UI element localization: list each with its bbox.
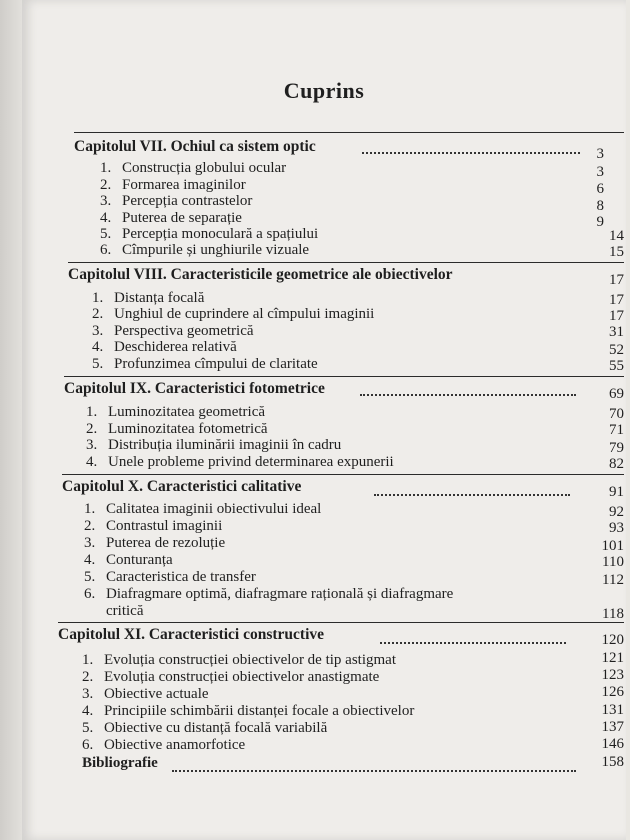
toc-item: 3. Percepția contrastelor [100, 193, 253, 209]
section-rule [62, 474, 624, 475]
bibliography-page: 158 [601, 754, 624, 770]
chapter-page: 91 [609, 484, 624, 500]
chapter-page: 69 [609, 386, 624, 402]
toc-item: 2. Unghiul de cuprindere al cîmpului imaginii [92, 306, 375, 322]
toc-item: 6. Obiective anamorfotice [82, 737, 246, 753]
toc-item: 5. Obiective cu distanță focală variabilă [82, 720, 328, 736]
toc-page: 31 [609, 324, 624, 340]
chapter-page: 3 [596, 146, 604, 162]
toc-page: 6 [596, 181, 604, 197]
toc-item: 6. Cîmpurile și unghiurile vizuale [100, 242, 310, 258]
book-spine-edge [0, 0, 22, 840]
toc-item: 2. Luminozitatea fotometrică [86, 421, 268, 437]
dot-leader [362, 152, 580, 154]
toc-item: 1. Evoluția construcției obiectivelor de tip astigmat [82, 652, 397, 668]
toc-item: 5. Caracteristica de transfer [84, 569, 256, 585]
chapter-page: 120 [601, 632, 624, 648]
toc-page: 70 [609, 406, 624, 422]
page-title: Cuprins [283, 78, 365, 103]
toc-item: 3. Puterea de rezoluție [84, 535, 226, 551]
dot-leader [172, 770, 576, 772]
toc-item: 2. Evoluția construcției obiectivelor anastigmate [82, 669, 380, 685]
toc-page: 79 [609, 440, 624, 456]
section-rule [58, 622, 624, 623]
toc-item: 5. Profunzimea cîmpului de claritate [92, 356, 318, 372]
toc-item: 4. Principiile schimbării distanței focale a obiectivelor [82, 703, 415, 719]
toc-page: 15 [609, 244, 624, 260]
book-page [22, 0, 626, 840]
chapter-heading: Capitolul VII. Ochiul ca sistem optic [74, 138, 316, 155]
toc-page: 52 [609, 342, 624, 358]
toc-page: 71 [609, 422, 624, 438]
toc-item: 4. Puterea de separație [100, 210, 242, 226]
toc-page: 92 [609, 504, 624, 520]
section-rule [68, 262, 624, 263]
toc-page: 146 [601, 736, 624, 752]
chapter-heading: Capitolul XI. Caracteristici constructive [58, 626, 325, 643]
toc-page: 14 [609, 228, 624, 244]
toc-item: 4. Unele probleme privind determinarea expunerii [86, 454, 394, 470]
toc-page: 8 [596, 198, 604, 214]
toc-item: 2. Formarea imaginilor [100, 177, 246, 193]
toc-item: 1. Distanța focală [92, 290, 205, 306]
chapter-page: 17 [609, 272, 624, 288]
toc-page: 131 [601, 702, 624, 718]
toc-item: 1. Calitatea imaginii obiectivului ideal [84, 501, 322, 517]
toc-page: 93 [609, 520, 624, 536]
section-rule [74, 132, 624, 133]
toc-page: 137 [601, 719, 624, 735]
toc-item: 6. Diafragmare optimă, diafragmare rațională și diafragmare [84, 586, 454, 602]
toc-item: 4. Conturanța [84, 552, 173, 568]
toc-item: 1. Construcția globului ocular [100, 160, 287, 176]
toc-page: 118 [602, 606, 624, 622]
toc-page: 17 [609, 308, 624, 324]
toc-page: 3 [596, 164, 604, 180]
toc-item: 3. Obiective actuale [82, 686, 209, 702]
dot-leader [360, 394, 576, 396]
chapter-heading: Capitolul X. Caracteristici calitative [62, 478, 302, 495]
toc-page: 126 [601, 684, 624, 700]
dot-leader [374, 494, 570, 496]
toc-item: 1. Luminozitatea geometrică [86, 404, 266, 420]
toc-page: 123 [601, 667, 624, 683]
toc-item: 2. Contrastul imaginii [84, 518, 223, 534]
toc-item: 3. Distribuția iluminării imaginii în cadru [86, 437, 342, 453]
toc-page: 55 [609, 358, 624, 374]
toc-page: 112 [602, 572, 624, 588]
section-rule [64, 376, 624, 377]
toc-item: 5. Percepția monoculară a spațiului [100, 226, 319, 242]
toc-page: 101 [601, 538, 624, 554]
toc-page: 17 [609, 292, 624, 308]
toc-page: 82 [609, 456, 624, 472]
toc-page: 110 [602, 554, 624, 570]
toc-page: 121 [601, 650, 624, 666]
toc-page: 9 [596, 214, 604, 230]
dot-leader [380, 642, 566, 644]
toc-item: 4. Deschiderea relativă [92, 339, 237, 355]
chapter-heading: Capitolul VIII. Caracteristicile geometrice ale obiectivelor [68, 266, 453, 283]
bibliography-label: Bibliografie [82, 755, 158, 771]
toc-item-continuation: critică [106, 603, 144, 619]
chapter-heading: Capitolul IX. Caracteristici fotometrice [64, 380, 325, 397]
toc-item: 3. Perspectiva geometrică [92, 323, 254, 339]
